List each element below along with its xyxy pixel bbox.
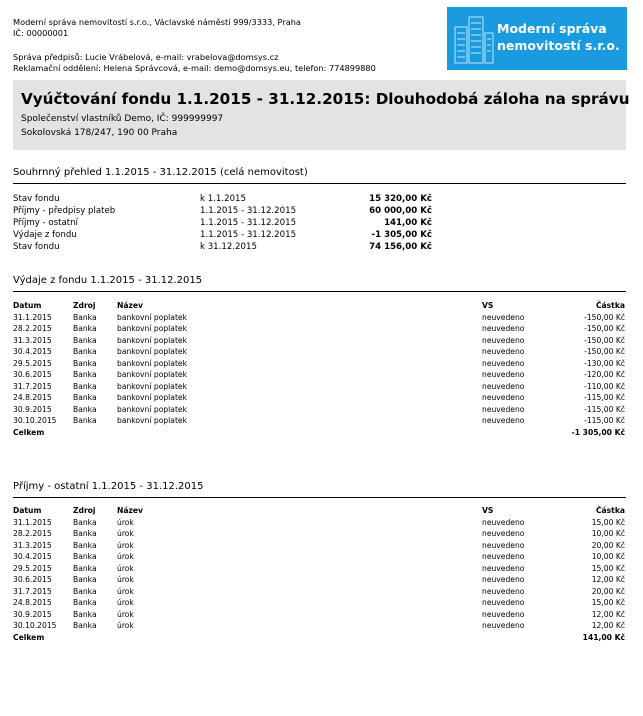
total-amount: 141,00 Kč — [582, 632, 625, 642]
row-name: úrok — [117, 540, 134, 550]
row-vs: neuvedeno — [482, 586, 525, 596]
row-source: Banka — [73, 416, 97, 425]
summary-period: 1.1.2015 - 31.12.2015 — [200, 206, 297, 216]
company-info — [13, 17, 301, 38]
row-source: Banka — [73, 575, 97, 584]
row-amount: -120,00 Kč — [584, 370, 625, 379]
row-amount: 15,00 Kč — [591, 563, 625, 573]
contact-line-2: Reklamační oddělení: Helena Správcová, e-mail: demo@domsys.eu, telefon: 774899880 — [13, 62, 376, 73]
summary-label: Příjmy - ostatní — [13, 218, 78, 228]
row-name: bankovní poplatek — [117, 335, 187, 345]
table-row — [13, 392, 625, 404]
row-source: Banka — [73, 552, 97, 561]
row-name: úrok — [117, 552, 134, 561]
row-vs: neuvedeno — [482, 575, 525, 584]
row-source: Banka — [73, 335, 97, 345]
row-name: úrok — [117, 575, 134, 584]
row-name: bankovní poplatek — [117, 404, 187, 414]
row-vs: neuvedeno — [482, 552, 525, 561]
summary-row — [13, 241, 432, 253]
row-vs: neuvedeno — [482, 563, 525, 573]
table-row — [13, 369, 625, 381]
row-source: Banka — [73, 358, 97, 368]
summary-period: k 1.1.2015 — [200, 194, 246, 204]
row-source: Banka — [73, 621, 97, 630]
row-amount: -150,00 Kč — [584, 312, 625, 322]
row-date: 28.2.2015 — [13, 324, 52, 333]
table-row — [13, 404, 625, 416]
row-amount: -115,00 Kč — [584, 393, 625, 402]
row-amount: 15,00 Kč — [591, 598, 625, 607]
row-source: Banka — [73, 404, 97, 414]
summary-amount: 141,00 Kč — [384, 218, 432, 228]
row-source: Banka — [73, 324, 97, 333]
total-row — [13, 632, 625, 644]
row-date: 31.1.2015 — [13, 517, 52, 527]
row-vs: neuvedeno — [482, 312, 525, 322]
row-source: Banka — [73, 312, 97, 322]
row-source: Banka — [73, 393, 97, 402]
row-vs: neuvedeno — [482, 358, 525, 368]
table-row — [13, 323, 625, 335]
summary-amount: 60 000,00 Kč — [369, 206, 432, 216]
row-name: bankovní poplatek — [117, 381, 187, 391]
row-amount: -110,00 Kč — [584, 381, 625, 391]
row-name: úrok — [117, 621, 134, 630]
summary-table — [13, 193, 432, 253]
table-row — [13, 540, 625, 552]
row-date: 30.9.2015 — [13, 609, 52, 619]
summary-amount: 15 320,00 Kč — [369, 194, 432, 204]
row-source: Banka — [73, 370, 97, 379]
row-date: 30.4.2015 — [13, 347, 52, 356]
row-amount: 20,00 Kč — [591, 540, 625, 550]
row-amount: 20,00 Kč — [591, 586, 625, 596]
row-amount: 12,00 Kč — [591, 621, 625, 630]
table-row — [13, 517, 625, 529]
table-header-row — [13, 505, 625, 517]
row-source: Banka — [73, 586, 97, 596]
ico-line: IČ: 00000001 — [13, 27, 69, 38]
row-vs: neuvedeno — [482, 381, 525, 391]
column-header-name: Název — [117, 301, 143, 310]
row-date: 30.10.2015 — [13, 621, 57, 630]
column-header-source: Zdroj — [73, 506, 96, 515]
row-vs: neuvedeno — [482, 335, 525, 345]
logo-text — [497, 20, 625, 54]
row-source: Banka — [73, 347, 97, 356]
table-row — [13, 597, 625, 609]
row-name: bankovní poplatek — [117, 347, 187, 356]
row-date: 31.3.2015 — [13, 540, 52, 550]
row-vs: neuvedeno — [482, 404, 525, 414]
table-row — [13, 381, 625, 393]
summary-period: 1.1.2015 - 31.12.2015 — [200, 218, 297, 228]
row-source: Banka — [73, 609, 97, 619]
row-name: bankovní poplatek — [117, 393, 187, 402]
row-date: 31.7.2015 — [13, 586, 52, 596]
row-date: 24.8.2015 — [13, 393, 52, 402]
row-name: úrok — [117, 598, 134, 607]
row-source: Banka — [73, 529, 97, 538]
table-row — [13, 586, 625, 598]
row-name: úrok — [117, 586, 134, 596]
row-source: Banka — [73, 381, 97, 391]
table-row — [13, 609, 625, 621]
summary-label: Příjmy - předpisy plateb — [13, 206, 116, 216]
table-row — [13, 620, 625, 632]
expenses-table — [13, 300, 625, 438]
row-date: 28.2.2015 — [13, 529, 52, 538]
column-header-vs: VS — [482, 506, 494, 515]
contact-line-1: Správa předpisů: Lucie Vrábelová, e-mail: vrabelova@domsys.cz — [13, 52, 279, 62]
row-source: Banka — [73, 517, 97, 527]
row-source: Banka — [73, 598, 97, 607]
row-date: 29.5.2015 — [13, 563, 52, 573]
row-amount: -130,00 Kč — [584, 358, 625, 368]
summary-label: Stav fondu — [13, 194, 60, 204]
column-header-amount: Částka — [595, 301, 625, 310]
expenses-section-title: Výdaje z fondu 1.1.2015 - 31.12.2015 — [13, 274, 626, 292]
income-section-title: Příjmy - ostatní 1.1.2015 - 31.12.2015 — [13, 480, 626, 498]
row-date: 30.6.2015 — [13, 370, 52, 379]
document-title: Vyúčtování fondu 1.1.2015 - 31.12.2015: Dlouhodobá záloha na správu — [21, 90, 630, 108]
row-vs: neuvedeno — [482, 324, 525, 333]
row-amount: 10,00 Kč — [591, 529, 625, 538]
column-header-source: Zdroj — [73, 301, 96, 310]
row-amount: -115,00 Kč — [584, 416, 625, 425]
table-row — [13, 551, 625, 563]
row-name: úrok — [117, 563, 134, 573]
table-row — [13, 358, 625, 370]
row-date: 30.6.2015 — [13, 575, 52, 584]
row-date: 31.3.2015 — [13, 335, 52, 345]
row-amount: -115,00 Kč — [584, 404, 625, 414]
row-date: 30.10.2015 — [13, 416, 57, 425]
table-row — [13, 415, 625, 427]
row-date: 31.7.2015 — [13, 381, 52, 391]
summary-amount: -1 305,00 Kč — [371, 230, 432, 240]
column-header-date: Datum — [13, 301, 42, 310]
row-name: úrok — [117, 529, 134, 538]
row-vs: neuvedeno — [482, 609, 525, 619]
address-line: Sokolovská 178/247, 190 00 Praha — [21, 128, 178, 138]
table-header-row — [13, 300, 625, 312]
row-name: bankovní poplatek — [117, 370, 187, 379]
row-date: 29.5.2015 — [13, 358, 52, 368]
row-vs: neuvedeno — [482, 529, 525, 538]
row-amount: 15,00 Kč — [591, 517, 625, 527]
association-line: Společenství vlastníků Demo, IČ: 999999997 — [21, 114, 224, 124]
building-icon — [453, 13, 495, 65]
row-name: bankovní poplatek — [117, 358, 187, 368]
column-header-vs: VS — [482, 301, 494, 310]
row-source: Banka — [73, 540, 97, 550]
row-date: 31.1.2015 — [13, 312, 52, 322]
company-logo — [447, 7, 627, 70]
row-amount: -150,00 Kč — [584, 347, 625, 356]
total-row — [13, 427, 625, 439]
row-name: bankovní poplatek — [117, 416, 187, 425]
table-row — [13, 346, 625, 358]
row-vs: neuvedeno — [482, 347, 525, 356]
total-label: Celkem — [13, 632, 45, 642]
summary-row — [13, 229, 432, 241]
title-box — [13, 80, 630, 150]
column-header-date: Datum — [13, 506, 42, 515]
contacts — [13, 52, 376, 73]
row-amount: 12,00 Kč — [591, 575, 625, 584]
table-row — [13, 574, 625, 586]
table-row — [13, 312, 625, 324]
row-vs: neuvedeno — [482, 517, 525, 527]
summary-section-title: Souhrnný přehled 1.1.2015 - 31.12.2015 (celá nemovitost) — [13, 166, 626, 184]
row-date: 30.9.2015 — [13, 404, 52, 414]
row-source: Banka — [73, 563, 97, 573]
table-row — [13, 528, 625, 540]
row-amount: 12,00 Kč — [591, 609, 625, 619]
row-date: 24.8.2015 — [13, 598, 52, 607]
row-vs: neuvedeno — [482, 393, 525, 402]
summary-period: k 31.12.2015 — [200, 242, 257, 252]
logo-text-line-2: nemovitostí s.r.o. — [497, 38, 620, 53]
row-vs: neuvedeno — [482, 621, 525, 630]
row-vs: neuvedeno — [482, 540, 525, 550]
row-name: úrok — [117, 517, 134, 527]
summary-label: Výdaje z fondu — [13, 230, 77, 240]
table-row — [13, 335, 625, 347]
row-vs: neuvedeno — [482, 370, 525, 379]
row-amount: -150,00 Kč — [584, 324, 625, 333]
summary-row — [13, 205, 432, 217]
row-name: bankovní poplatek — [117, 312, 187, 322]
summary-label: Stav fondu — [13, 242, 60, 252]
row-name: bankovní poplatek — [117, 324, 187, 333]
logo-text-line-1: Moderní správa — [497, 21, 607, 36]
row-vs: neuvedeno — [482, 598, 525, 607]
column-header-amount: Částka — [595, 506, 625, 515]
summary-amount: 74 156,00 Kč — [369, 242, 432, 252]
summary-row — [13, 193, 432, 205]
row-vs: neuvedeno — [482, 416, 525, 425]
summary-period: 1.1.2015 - 31.12.2015 — [200, 230, 297, 240]
company-line: Moderní správa nemovitostí s.r.o., Václavské náměstí 999/3333, Praha — [13, 17, 301, 27]
column-header-name: Název — [117, 506, 143, 515]
income-table — [13, 505, 625, 643]
total-amount: -1 305,00 Kč — [571, 427, 625, 437]
row-amount: -150,00 Kč — [584, 335, 625, 345]
table-row — [13, 563, 625, 575]
row-name: úrok — [117, 609, 134, 619]
row-amount: 10,00 Kč — [591, 552, 625, 561]
row-date: 30.4.2015 — [13, 552, 52, 561]
total-label: Celkem — [13, 427, 45, 437]
summary-row — [13, 217, 432, 229]
